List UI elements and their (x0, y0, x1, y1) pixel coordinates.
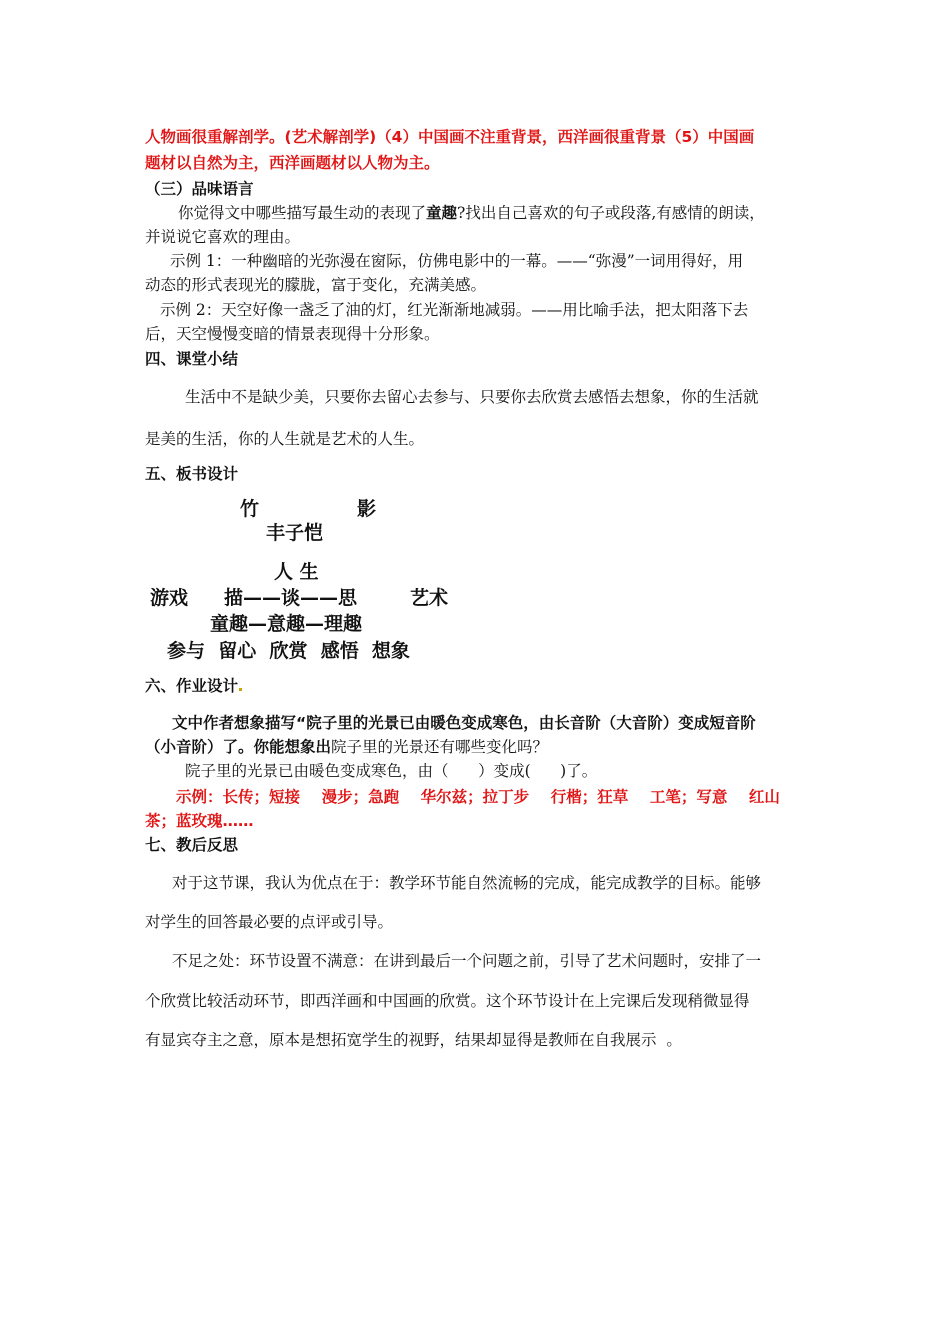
reflection-p1-line-1: 对于这节课，我认为优点在于：教学环节能自然流畅的完成，能完成教学的目标。能够 (172, 874, 762, 892)
example-1-line-2: 动态的形式表现光的朦胧，富于变化，充满美感。 (145, 276, 487, 294)
summary-line-1: 生活中不是缺少美，只要你去留心去参与、只要你去欣赏去感悟去想象，你的生活就 (185, 388, 759, 406)
task-line-2-rest: 院子里的光景还有哪些变化吗？ (331, 738, 549, 756)
section-4-heading: 四、课堂小结 (145, 350, 239, 368)
section-6-heading-wrap (145, 675, 242, 697)
section-3-heading: （三）品味语言 (145, 180, 254, 198)
board-interest-chain: 童趣—意趣—理趣 (210, 613, 363, 635)
board-verbs: 参与 留心 欣赏 感悟 想象 (167, 640, 410, 662)
example-answers-line-1: 示例：长传；短接 漫步；急跑 华尔兹；拉丁步 行楷；狂草 工笔；写意 红山 (176, 788, 780, 806)
reflection-p2-line-3: 有显宾夺主之意，原本是想拓宽学生的视野，结果却显得是教师在自我展示 。 (145, 1031, 682, 1049)
task-line-2 (145, 736, 548, 758)
board-life: 人 生 (274, 561, 319, 583)
example-1-line-1: 示例 1：一种幽暗的光弥漫在窗际，仿佛电影中的一幕。——“弥漫”一词用得好，用 (170, 252, 744, 270)
reflection-p1-line-2: 对学生的回答最必要的点评或引导。 (145, 913, 394, 931)
reflection-p2-line-2: 个欣赏比较活动环节，即西洋画和中国画的欣赏。这个环节设计在上完课后发现稍微显得 (145, 992, 750, 1010)
section-7-heading: 七、教后反思 (145, 836, 239, 854)
question-text-a: 你觉得文中哪些描写最生动的表现了 (178, 204, 427, 222)
red-intro-line-2: 题材以自然为主，西洋画题材以人物为主。 (145, 154, 440, 172)
task-line-2-bold: （小音阶）了。你能想象出 (145, 738, 332, 756)
board-author: 丰子恺 (266, 522, 324, 544)
fill-blank-line: 院子里的光景已由暖色变成寒色，由（ ）变成( )了。 (185, 762, 598, 780)
red-intro-line-1: 人物画很重解剖学。(艺术解剖学)（4）中国画不注重背景，西洋画很重背景（5）中国画 (145, 128, 755, 146)
example-answers-line-2: 茶；蓝玫瑰…… (145, 812, 254, 830)
section-6-heading: 六、作业设计 (145, 677, 239, 695)
reflection-p2-line-1: 不足之处：环节设置不满意：在讲到最后一个问题之前，引导了艺术问题时，安排了一 (172, 952, 762, 970)
board-title-zhu: 竹 (240, 498, 260, 520)
board-title-ying: 影 (357, 498, 377, 520)
example-2-line-1: 示例 2：天空好像一盏乏了油的灯，红光渐渐地减弱。——用比喻手法，把太阳落下去 (160, 301, 749, 319)
section-3-question-line-2: 并说说它喜欢的理由。 (145, 228, 301, 246)
yellow-dot-icon (239, 688, 242, 691)
section-5-heading: 五、板书设计 (145, 465, 239, 483)
question-text-b: ?找出自己喜欢的句子或段落,有感情的朗读， (457, 204, 765, 222)
summary-line-2: 是美的生活，你的人生就是艺术的人生。 (145, 430, 425, 448)
board-art: 艺术 (410, 587, 449, 609)
question-keyword: 童趣 (426, 204, 458, 222)
task-line-1: 文中作者想象描写“院子里的光景已由暖色变成寒色，由长音阶（大音阶）变成短音阶 (172, 714, 756, 732)
section-3-question (178, 202, 765, 224)
board-chain: 描——谈——思 (224, 587, 358, 609)
board-game: 游戏 (150, 587, 189, 609)
example-2-line-2: 后，天空慢慢变暗的情景表现得十分形象。 (145, 325, 440, 343)
